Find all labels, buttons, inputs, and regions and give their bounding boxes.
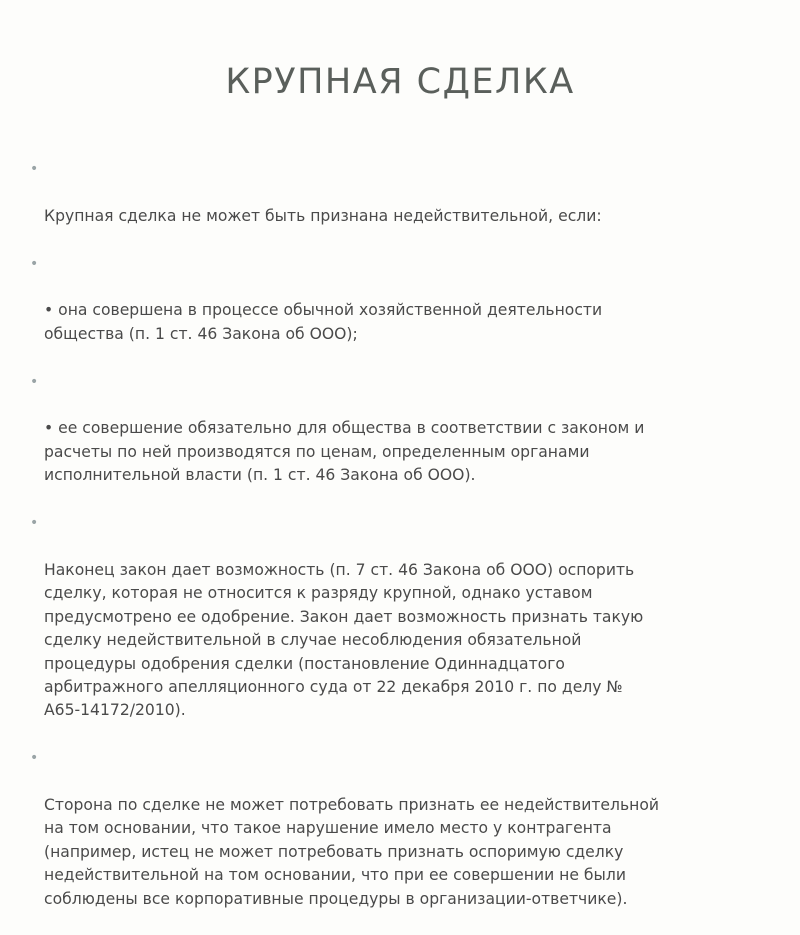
list-item bbox=[30, 512, 800, 746]
list-item-text: Сторона по сделке не может потребовать признать ее недействительной на том основании, что такое нарушение имело место у контрагента (например, истец не может потребовать признать оспоримую сделку недействительной на том основании, что при ее совершении не были соблюдены все корпоративные процедуры в организации-ответчике). bbox=[44, 795, 660, 908]
list-item-text: Крупная сделка не может быть признана недействительной, если: bbox=[44, 206, 602, 225]
bullet-list bbox=[30, 158, 800, 935]
list-item bbox=[30, 371, 800, 511]
list-item-text: Наконец закон дает возможность (п. 7 ст. 46 Закона об ООО) оспорить сделку, которая не относится к разряду крупной, однако уставом предусмотрено ее одобрение. Закон дает возможность признать такую сделку недействительной в случае несоблюдения обязательной процедуры одобрения сделки (постановление Одиннадцатого арбитражного апелляционного суда от 22 декабря 2010 г. по делу № А65-14172/2010). bbox=[44, 560, 644, 720]
list-item-text: • она совершена в процессе обычной хозяйственной деятельности общества (п. 1 ст. 46 Закона об ООО); bbox=[44, 301, 603, 343]
bullet-marker: • bbox=[30, 161, 39, 177]
bullet-marker: • bbox=[30, 750, 39, 767]
bullet-marker: • bbox=[30, 255, 39, 272]
list-item bbox=[30, 253, 800, 370]
slide-title: КРУПНАЯ СДЕЛКА bbox=[225, 62, 575, 102]
bullet-marker: • bbox=[30, 515, 39, 532]
list-item bbox=[30, 747, 800, 934]
list-item bbox=[30, 158, 800, 252]
bullet-marker: • bbox=[30, 373, 39, 390]
list-item-text: • ее совершение обязательно для общества в соответствии с законом и расчеты по ней производятся по ценам, определенным органами исполнительной власти (п. 1 ст. 46 Закона об ООО). bbox=[44, 419, 645, 485]
